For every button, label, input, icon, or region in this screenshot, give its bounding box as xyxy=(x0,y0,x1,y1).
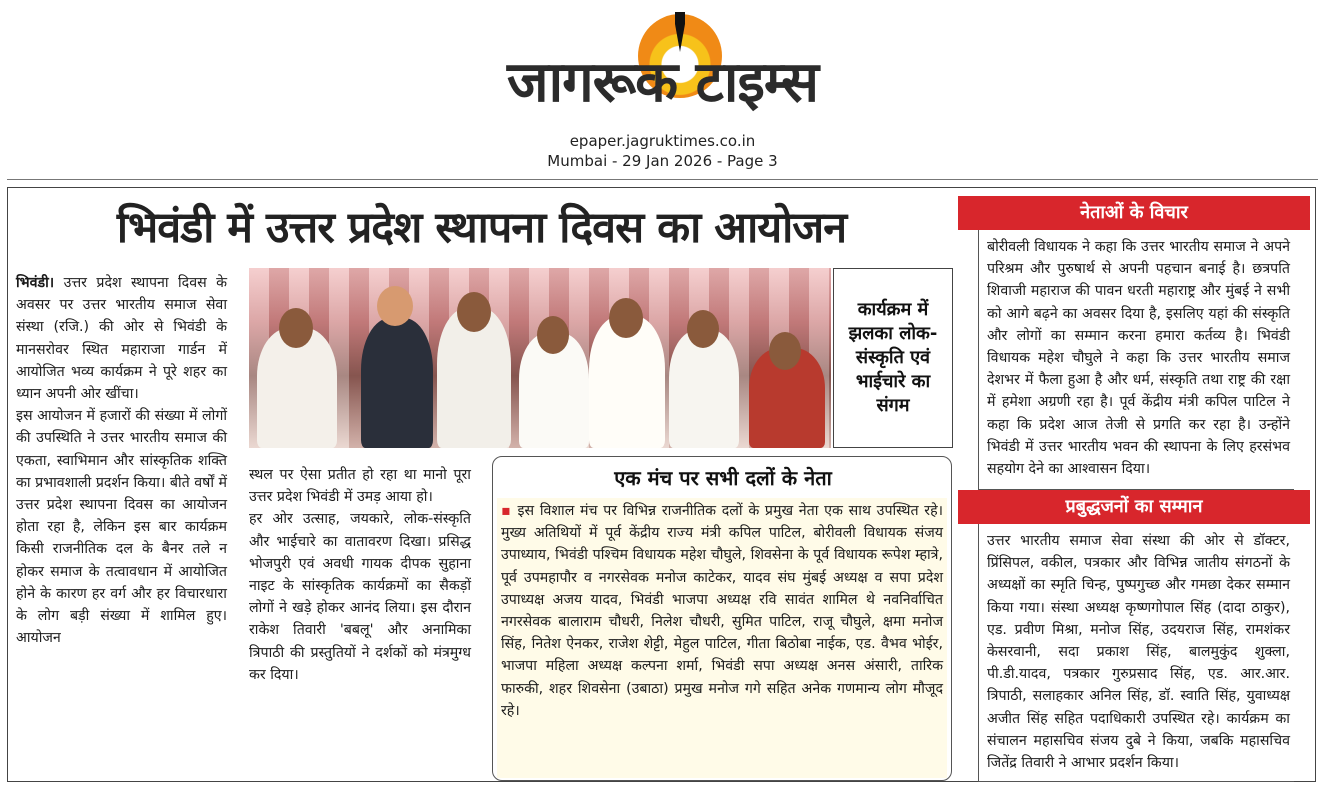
paragraph-1 xyxy=(16,272,227,405)
leaders-box-text: इस विशाल मंच पर विभिन्न राजनीतिक दलों के प्रमुख नेता एक साथ उपस्थित रहे। मुख्य अतिथियों में पूर्व केंद्रीय राज्य मंत्री कपिल पाटिल, बोरीवली विधायक संजय उपाध्याय, भिवंडी पश्चिम विधायक महेश चौघुले, शिवसेना के पूर्व विधायक रूपेश म्हात्रे, पूर्व उपमहापौर व नगरसेवक मनोज काटेकर, यादव संघ मुंबई अध्यक्ष व सपा प्रदेश उपाध्यक्ष अजय यादव, भिवंडी भाजपा अध्यक्ष रवि सावंत शामिल थे नवनिर्वाचित नगरसेवक बालाराम चौधरी, निलेश चौधरी, सुमित पाटिल, राजू चौघुले, क्षमा मनोज सिंह, नितेश ऐनकर, राजेश शेट्टी, मेहुल पाटिल, गीता बिठोबा नाईक, एड. वैभव भोईर, भाजपा महिला अध्यक्ष कल्पना शर्मा, भिवंडी सपा अध्यक्ष अनस अंसारी, तारिक फारुकी, शहर शिवसेना (उबाठा) प्रमुख मनोज गगे सहित अनेक गणमान्य लोग मौजूद रहे। xyxy=(501,503,943,719)
honour-section xyxy=(958,490,1310,782)
leaders-views-title: नेताओं के विचार xyxy=(958,196,1310,230)
newspaper-logo[interactable] xyxy=(470,8,855,118)
site-url[interactable]: epaper.jagruktimes.co.in xyxy=(569,132,756,150)
leaders-views-body: बोरीवली विधायक ने कहा कि उत्तर भारतीय समाज ने अपने परिश्रम और पुरुषार्थ से अपनी पहचान बनाई है। छत्रपति शिवाजी महाराज की पावन धरती महाराष्ट्र और मुंबई ने सभी को आगे बढ़ने का अवसर दिया है, इसलिए यहां की संस्कृति और लोगों का सम्मान करना हमारा कर्तव्य है। भिवंडी विधायक महेश चौघुले ने कहा कि उत्तर भारतीय समाज देशभर में फैला हुआ है और धर्म, संस्कृति तथा राष्ट्र की रक्षा में हमेशा अग्रणी रहा है। पूर्व केंद्रीय मंत्री कपिल पाटिल ने कहा कि प्रदेश आज तेजी से प्रगति कर रहा है। उन्होंने भिवंडी में उत्तर भारतीय भवन की स्थापना के लिए हरसंभव सहयोग देने का आश्वासन दिया। xyxy=(978,230,1294,490)
dateline: भिवंडी। xyxy=(16,275,55,291)
divider xyxy=(7,179,1318,180)
article-headline: भिवंडी में उत्तर प्रदेश स्थापना दिवस का आयोजन xyxy=(116,203,847,253)
event-photo xyxy=(249,268,831,448)
edition-info: Mumbai - 29 Jan 2026 - Page 3 xyxy=(547,152,778,170)
bullet-icon: ▪ xyxy=(501,503,512,519)
article-column-2 xyxy=(249,464,471,686)
person-head xyxy=(769,332,801,370)
masthead xyxy=(0,0,1325,180)
person-figure xyxy=(361,318,433,448)
paragraph-4: हर ओर उत्साह, जयकारे, लोक-संस्कृति और भाईचारे का वातावरण दिखा। प्रसिद्ध भोजपुरी एवं अवधी गायक दीपक सुहाना नाइट के सांस्कृतिक कार्यक्रमों का सैकड़ों लोगों ने खड़े होकर आनंद लिया। इस दौरान राकेश तिवारी 'बबलू' और अनामिका त्रिपाठी की प्रस्तुतियों ने दर्शकों को मंत्रमुग्ध कर दिया। xyxy=(249,511,471,683)
honour-title: प्रबुद्धजनों का सम्मान xyxy=(958,490,1310,524)
paragraph-1-text: उत्तर प्रदेश स्थापना दिवस के अवसर पर उत्तर भारतीय समाज सेवा संस्था (रजि.) की ओर से भिवंडी के मानसरोवर स्थित महाराजा गार्डन में आयोजित भव्य कार्यक्रम ने पूरे शहर का ध्यान अपनी ओर खींचा। xyxy=(16,275,227,403)
person-head xyxy=(457,292,491,332)
person-head xyxy=(377,286,413,326)
person-head xyxy=(609,298,643,338)
person-head xyxy=(279,308,313,348)
article-column-1 xyxy=(16,272,227,649)
person-head xyxy=(537,316,569,354)
person-head xyxy=(687,310,719,348)
leaders-box-title: एक मंच पर सभी दलों के नेता xyxy=(614,466,832,490)
leaders-box-body xyxy=(497,498,947,778)
paragraph-2: इस आयोजन में हजारों की संख्या में लोगों की उपस्थिति ने उत्तर भारतीय समाज की एकता, स्वाभिमान और सांस्कृतिक शक्ति का प्रभावशाली प्रदर्शन किया। बीते वर्षों में उत्तर प्रदेश स्थापना दिवस का आयोजन होता रहा है, लेकिन इस बार कार्यक्रम किसी राजनीतिक दल के बैनर तले न होकर समाज के तत्वावधान में आयोजित होने के कारण हर वर्ग और हर विचारधारा के लोग बड़ी संख्या में शामिल हुए। आयोजन xyxy=(16,408,227,647)
honour-body: उत्तर भारतीय समाज सेवा संस्था की ओर से डॉक्टर, प्रिंसिपल, वकील, पत्रकार और विभिन्न जातीय संगठनों के अध्यक्षों का स्मृति चिन्ह, पुष्पगुच्छ और गमछा देकर सम्मान किया गया। संस्था अध्यक्ष कृष्णगोपाल सिंह (दादा ठाकुर), एड. प्रवीण मिश्रा, मनोज सिंह, उदयराज सिंह, रामशंकर केसरवानी, सदा प्रकाश सिंह, बालमुकुंद शुक्ला, पी.डी.यादव, पत्रकार गुरुप्रसाद सिंह, एड. आर.आर. त्रिपाठी, सलाहकार अनिल सिंह, डॉ. स्वाति सिंह, युवाध्यक्ष अजीत सिंह सहित पदाधिकारी उपस्थित रहे। कार्यक्रम का संचालन महासचिव संजय दुबे ने किया, जबकि महासचिव जितेंद्र तिवारी ने आभार प्रदर्शन किया। xyxy=(978,524,1294,782)
paragraph-3: स्थल पर ऐसा प्रतीत हो रहा था मानो पूरा उत्तर प्रदेश भिवंडी में उमड़ आया हो। xyxy=(249,467,471,506)
leaders-views-section xyxy=(958,196,1310,490)
photo-caption: कार्यक्रम में झलका लोक-संस्कृति एवं भाईचारे का संगम xyxy=(833,268,953,448)
logo-text: जागरूक टाइम्स xyxy=(507,50,818,115)
